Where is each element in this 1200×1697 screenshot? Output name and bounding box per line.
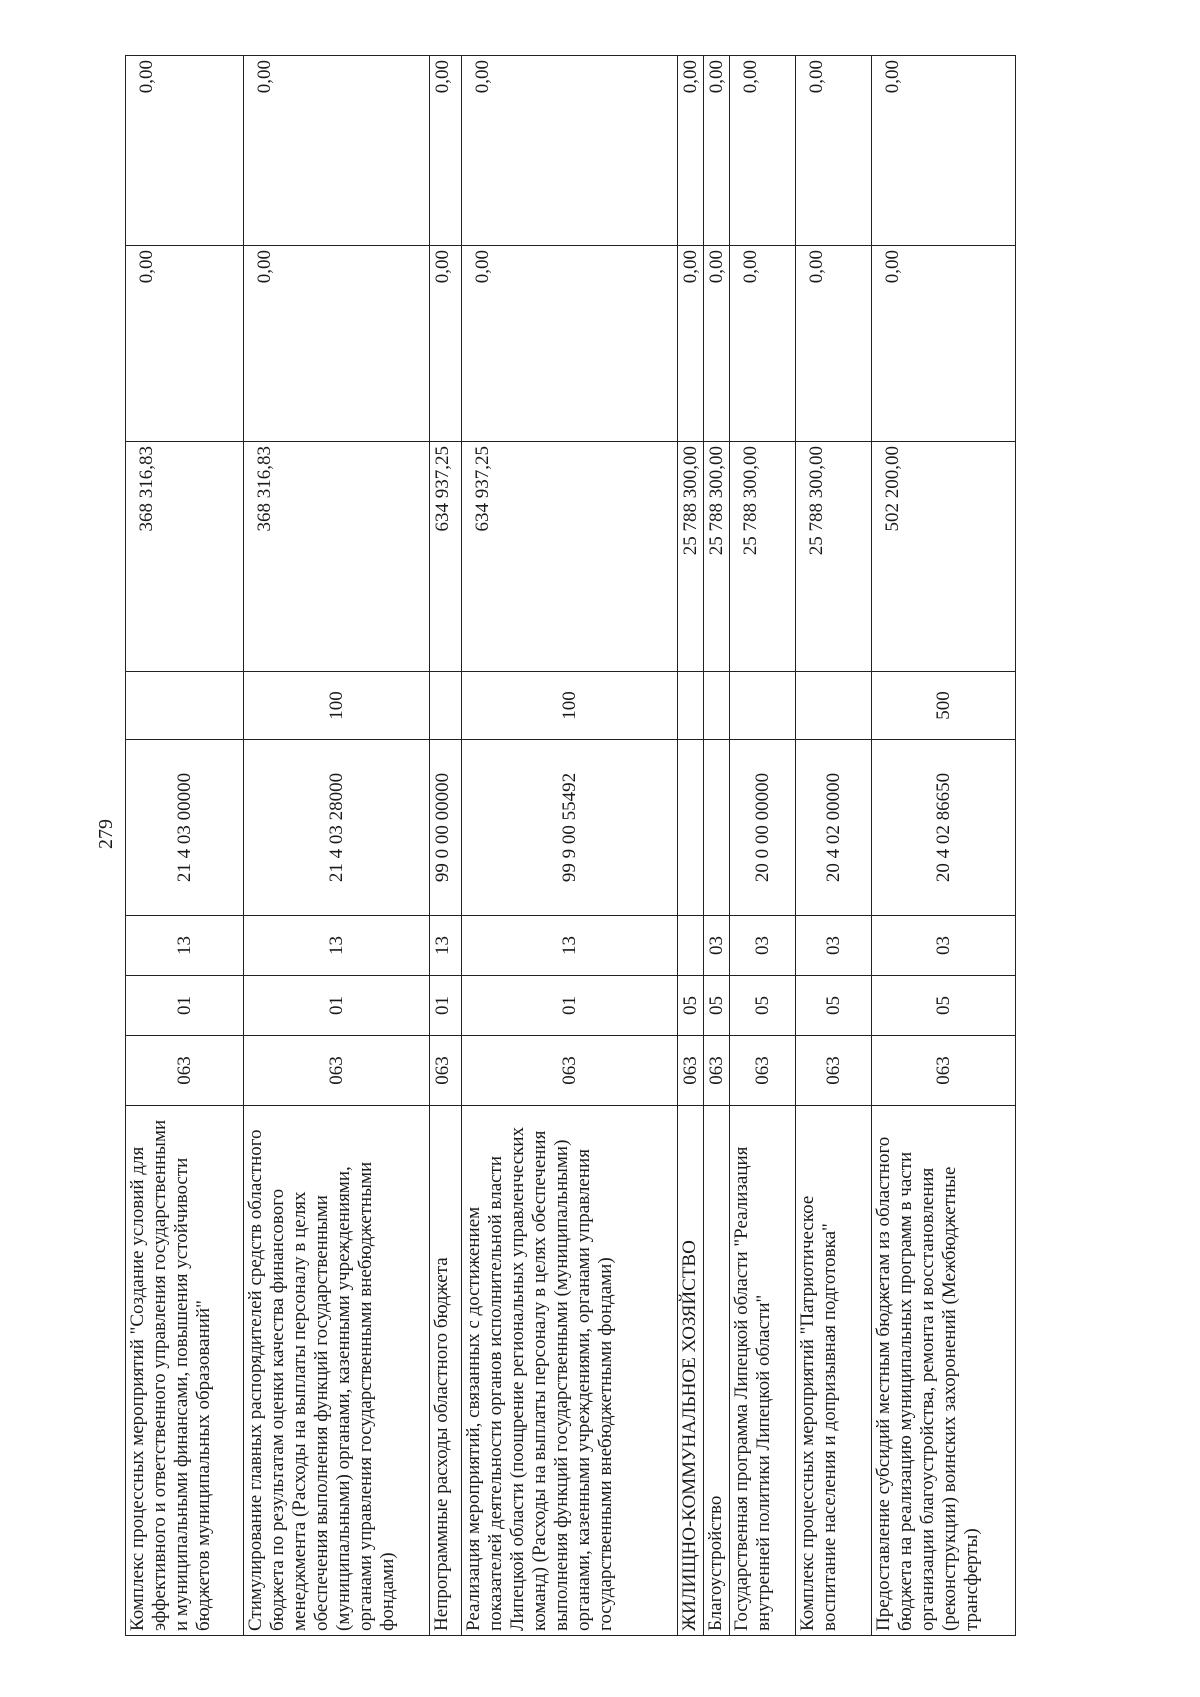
page-number: 279 xyxy=(95,819,117,849)
amount-cell: 0,00 xyxy=(462,246,678,442)
table-row xyxy=(704,56,730,1636)
subsection-code-cell xyxy=(678,916,704,976)
subsection-code-cell: 03 xyxy=(872,916,1016,976)
target-article-cell: 21 4 03 28000 xyxy=(244,740,430,916)
section-code-cell: 01 xyxy=(244,976,430,1036)
subsection-code-cell: 13 xyxy=(462,916,678,976)
amount-cell: 634 937,25 xyxy=(462,442,678,672)
target-article-cell xyxy=(704,740,730,916)
amount-cell: 368 316,83 xyxy=(126,442,244,672)
ministry-code-cell: 063 xyxy=(730,1036,796,1106)
section-code-cell: 01 xyxy=(126,976,244,1036)
amount-cell: 0,00 xyxy=(244,246,430,442)
amount-cell: 0,00 xyxy=(704,246,730,442)
amount-cell: 502 200,00 xyxy=(872,442,1016,672)
subsection-code-cell: 03 xyxy=(730,916,796,976)
subsection-code-cell: 03 xyxy=(796,916,872,976)
target-article-cell: 21 4 03 00000 xyxy=(126,740,244,916)
row-name-cell: Предоставление субсидий местным бюджетам из областного бюджета на реализацию муниципальных программ в части организации благоустройства, ремонта и восстановления (реконструкции) воинских захоронений (Межбюджетные трансферты) xyxy=(872,1106,1016,1636)
section-code-cell: 05 xyxy=(872,976,1016,1036)
ministry-code-cell: 063 xyxy=(126,1036,244,1106)
target-article-cell: 20 4 02 86650 xyxy=(872,740,1016,916)
target-article-cell: 99 0 00 00000 xyxy=(430,740,462,916)
amount-cell: 0,00 xyxy=(796,246,872,442)
table-row xyxy=(678,56,704,1636)
table-row xyxy=(730,56,796,1636)
ministry-code-cell: 063 xyxy=(678,1036,704,1106)
expense-type-cell xyxy=(126,672,244,740)
amount-cell: 0,00 xyxy=(730,246,796,442)
rotated-budget-table xyxy=(125,56,1015,1636)
expense-type-cell: 500 xyxy=(872,672,1016,740)
amount-cell: 0,00 xyxy=(430,56,462,246)
amount-cell: 0,00 xyxy=(462,56,678,246)
amount-cell: 0,00 xyxy=(796,56,872,246)
section-code-cell: 05 xyxy=(678,976,704,1036)
amount-cell: 0,00 xyxy=(704,56,730,246)
target-article-cell: 20 0 00 00000 xyxy=(730,740,796,916)
table-row xyxy=(430,56,462,1636)
subsection-code-cell: 13 xyxy=(244,916,430,976)
amount-cell: 0,00 xyxy=(678,246,704,442)
expense-type-cell xyxy=(678,672,704,740)
ministry-code-cell: 063 xyxy=(430,1036,462,1106)
budget-table xyxy=(125,55,1016,1636)
amount-cell: 0,00 xyxy=(126,56,244,246)
table-row xyxy=(462,56,678,1636)
table-row xyxy=(126,56,244,1636)
amount-cell: 25 788 300,00 xyxy=(730,442,796,672)
amount-cell: 0,00 xyxy=(678,56,704,246)
table-row xyxy=(244,56,430,1636)
row-name-cell: Комплекс процессных мероприятий "Создание условий для эффективного и ответственного управления государственными и муниципальными финансами, повышения устойчивости бюджетов муниципальных образований" xyxy=(126,1106,244,1636)
amount-cell: 0,00 xyxy=(872,56,1016,246)
section-code-cell: 01 xyxy=(462,976,678,1036)
ministry-code-cell: 063 xyxy=(244,1036,430,1106)
target-article-cell xyxy=(678,740,704,916)
ministry-code-cell: 063 xyxy=(796,1036,872,1106)
row-name-cell: ЖИЛИЩНО-КОММУНАЛЬНОЕ ХОЗЯЙСТВО xyxy=(678,1106,704,1636)
section-code-cell: 05 xyxy=(730,976,796,1036)
row-name-cell: Государственная программа Липецкой области "Реализация внутренней политики Липецкой области" xyxy=(730,1106,796,1636)
ministry-code-cell: 063 xyxy=(462,1036,678,1106)
expense-type-cell: 100 xyxy=(462,672,678,740)
expense-type-cell xyxy=(730,672,796,740)
target-article-cell: 20 4 02 00000 xyxy=(796,740,872,916)
row-name-cell: Стимулирование главных распорядителей средств областного бюджета по результатам оценки качества финансового менеджмента (Расходы на выплаты персоналу в целях обеспечения выполнения функций государственными (муниципальными) органами, казенными учреждениями, органами управления государственными внебюджетными фондами) xyxy=(244,1106,430,1636)
row-name-cell: Реализация мероприятий, связанных с достижением показателей деятельности органов исполнительной власти Липецкой области (поощрение региональных управленческих команд) (Расходы на выплаты персоналу в целях обеспечения выполнения функций государственными (муниципальными) органами, казенными учреждениями, органами управления государственными внебюджетными фондами) xyxy=(462,1106,678,1636)
ministry-code-cell: 063 xyxy=(704,1036,730,1106)
expense-type-cell xyxy=(796,672,872,740)
amount-cell: 25 788 300,00 xyxy=(796,442,872,672)
row-name-cell: Комплекс процессных мероприятий "Патриотическое воспитание населения и допризывная подготовка" xyxy=(796,1106,872,1636)
expense-type-cell xyxy=(704,672,730,740)
target-article-cell: 99 9 00 55492 xyxy=(462,740,678,916)
table-row xyxy=(872,56,1016,1636)
amount-cell: 25 788 300,00 xyxy=(678,442,704,672)
ministry-code-cell: 063 xyxy=(872,1036,1016,1106)
amount-cell: 634 937,25 xyxy=(430,442,462,672)
row-name-cell: Непрограммные расходы областного бюджета xyxy=(430,1106,462,1636)
subsection-code-cell: 13 xyxy=(430,916,462,976)
section-code-cell: 05 xyxy=(704,976,730,1036)
table-row xyxy=(796,56,872,1636)
amount-cell: 368 316,83 xyxy=(244,442,430,672)
row-name-cell: Благоустройство xyxy=(704,1106,730,1636)
amount-cell: 0,00 xyxy=(872,246,1016,442)
expense-type-cell xyxy=(430,672,462,740)
subsection-code-cell: 03 xyxy=(704,916,730,976)
amount-cell: 0,00 xyxy=(730,56,796,246)
section-code-cell: 05 xyxy=(796,976,872,1036)
amount-cell: 25 788 300,00 xyxy=(704,442,730,672)
amount-cell: 0,00 xyxy=(244,56,430,246)
amount-cell: 0,00 xyxy=(126,246,244,442)
expense-type-cell: 100 xyxy=(244,672,430,740)
section-code-cell: 01 xyxy=(430,976,462,1036)
amount-cell: 0,00 xyxy=(430,246,462,442)
subsection-code-cell: 13 xyxy=(126,916,244,976)
